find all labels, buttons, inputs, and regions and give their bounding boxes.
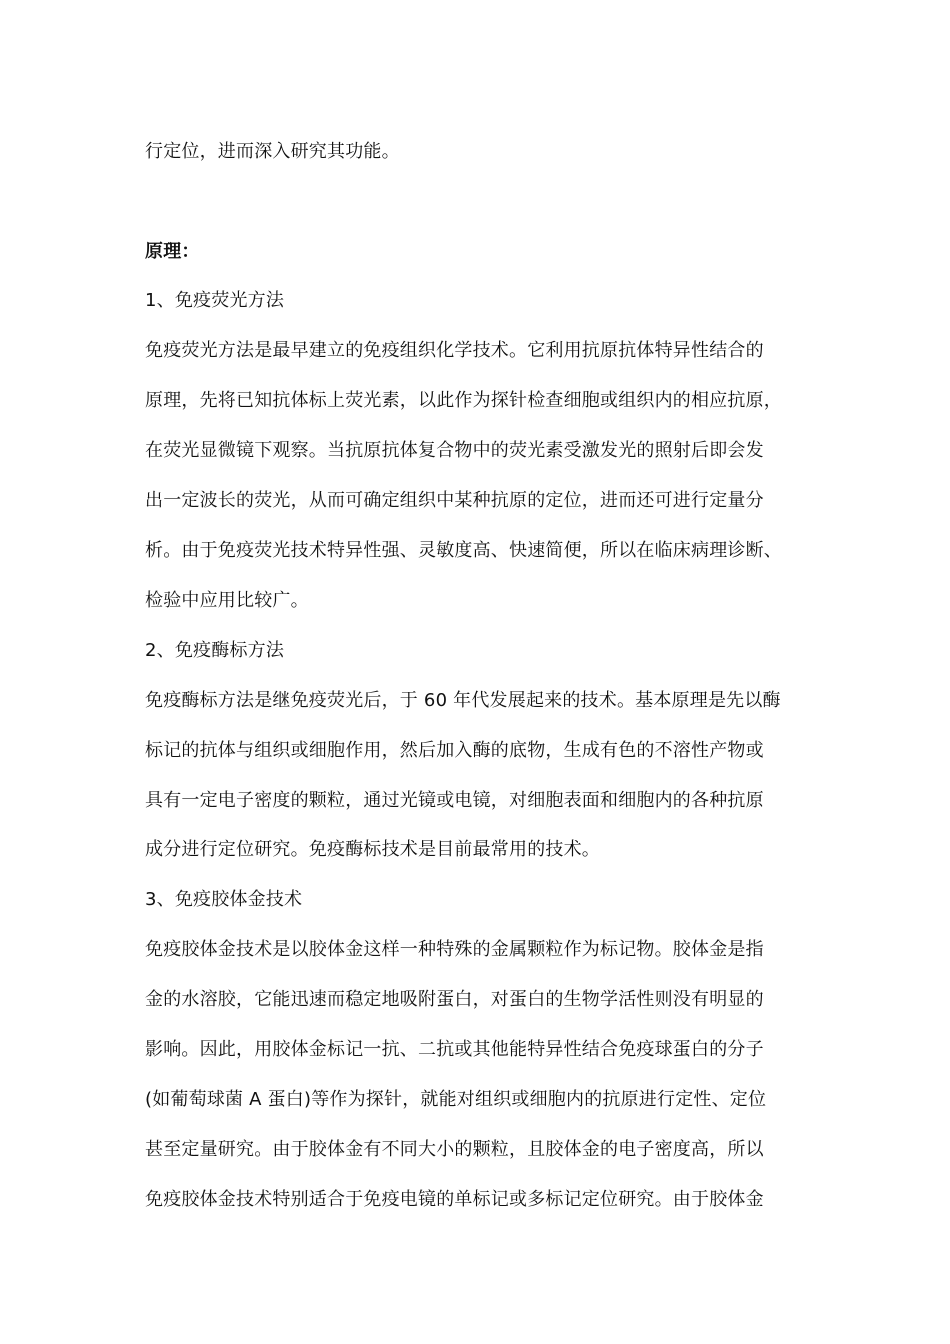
subsection-heading: 1、免疫荧光方法 [145, 290, 285, 311]
paragraph-line: 影响。因此，用胶体金标记一抗、二抗或其他能特异性结合免疫球蛋白的分子 [145, 1039, 764, 1060]
paragraph-line: 行定位，进而深入研究其功能。 [145, 141, 400, 162]
paragraph-line: 甚至定量研究。由于胶体金有不同大小的颗粒，且胶体金的电子密度高，所以 [145, 1139, 764, 1160]
paragraph-line: 免疫酶标方法是继免疫荧光后，于 60 年代发展起来的技术。基本原理是先以酶 [145, 690, 781, 711]
paragraph-line: 析。由于免疫荧光技术特异性强、灵敏度高、快速简便，所以在临床病理诊断、 [145, 540, 782, 561]
paragraph-line: 免疫胶体金技术是以胶体金这样一种特殊的金属颗粒作为标记物。胶体金是指 [145, 939, 764, 960]
paragraph-line: 免疫胶体金技术特别适合于免疫电镜的单标记或多标记定位研究。由于胶体金 [145, 1189, 764, 1210]
paragraph-line: 原理，先将已知抗体标上荧光素，以此作为探针检查细胞或组织内的相应抗原， [145, 390, 782, 411]
paragraph-line: 具有一定电子密度的颗粒，通过光镜或电镜，对细胞表面和细胞内的各种抗原 [145, 790, 764, 811]
subsection-heading: 2、免疫酶标方法 [145, 640, 285, 661]
paragraph-line: 金的水溶胶，它能迅速而稳定地吸附蛋白，对蛋白的生物学活性则没有明显的 [145, 989, 764, 1010]
paragraph-line: (如葡萄球菌 A 蛋白)等作为探针，就能对组织或细胞内的抗原进行定性、定位 [145, 1089, 767, 1110]
paragraph-line: 成分进行定位研究。免疫酶标技术是目前最常用的技术。 [145, 839, 600, 860]
paragraph-line: 检验中应用比较广。 [145, 590, 309, 611]
paragraph-line: 出一定波长的荧光，从而可确定组织中某种抗原的定位，进而还可进行定量分 [145, 490, 764, 511]
paragraph-line: 免疫荧光方法是最早建立的免疫组织化学技术。它利用抗原抗体特异性结合的 [145, 340, 764, 361]
paragraph-line: 标记的抗体与组织或细胞作用，然后加入酶的底物，生成有色的不溶性产物或 [145, 740, 764, 761]
paragraph-line: 在荧光显微镜下观察。当抗原抗体复合物中的荧光素受激发光的照射后即会发 [145, 440, 764, 461]
section-heading: 原理： [145, 241, 200, 262]
subsection-heading: 3、免疫胶体金技术 [145, 889, 303, 910]
